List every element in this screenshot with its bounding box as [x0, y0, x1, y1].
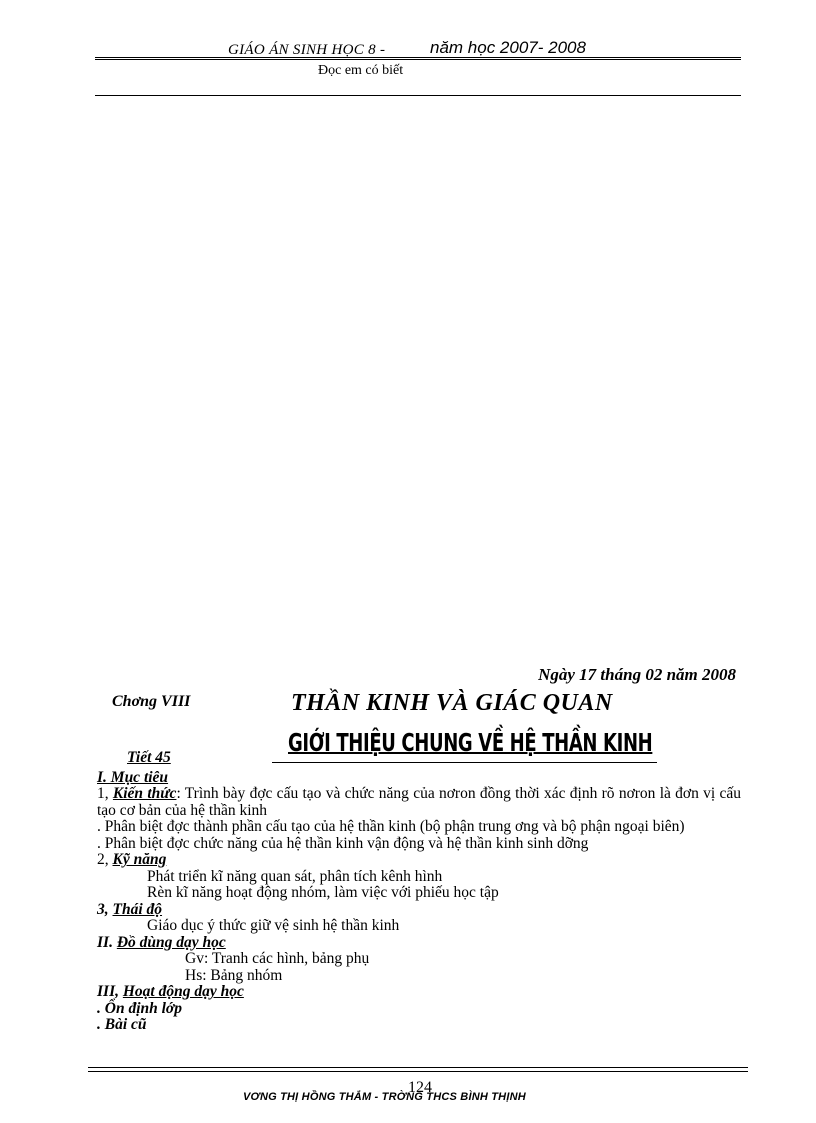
- lesson-title: THẦN KINH VÀ GIÁC QUAN: [291, 690, 613, 716]
- attitude-item-a: Giáo dục ý thức giữ vệ sinh hệ thần kinh: [147, 917, 400, 934]
- attitude-heading: 3, Thái độ: [97, 900, 163, 918]
- activities-item-a: . Ổn định lớp: [97, 999, 182, 1017]
- attitude-label: Thái độ: [112, 900, 163, 918]
- materials-item-b: Hs: Bảng nhóm: [185, 966, 283, 984]
- materials-label: Đồ dùng dạy học: [116, 933, 226, 951]
- header-rule-2: [95, 59, 741, 60]
- lesson-subtitle: GIỚI THIỆU CHUNG VỀ HỆ THẦN KINH: [288, 728, 653, 757]
- skills-heading: 2, Kỹ năng: [97, 851, 167, 868]
- header-left: GIÁO ÁN SINH HỌC 8 -: [228, 42, 386, 58]
- skills-label: Kỹ năng: [112, 851, 167, 868]
- activities-heading: III, Hoạt động dạy học: [97, 984, 741, 1001]
- skills-item-a: Phát triển kĩ năng quan sát, phân tích kênh hình: [147, 867, 443, 885]
- knowledge-item-b: . Phân biệt đợc thành phần cấu tạo của hệ thần kinh (bộ phận trung ơng và bộ phận ngoại biên): [97, 818, 685, 835]
- header-subtitle: Đọc em có biết: [318, 63, 404, 78]
- header-rule: [95, 57, 741, 58]
- footer-rule-2: [88, 1071, 748, 1072]
- skills-item-b: Rèn kĩ năng hoạt động nhóm, làm việc với phiếu học tập: [147, 884, 499, 901]
- footer-rule: [88, 1067, 748, 1068]
- footer-text: VƠNG THỊ HỒNG THẮM - TRỜNG THCS BÌNH THỊNH: [243, 1091, 526, 1103]
- knowledge-item-c: . Phân biệt đợc chức năng của hệ thần kinh vận động và hệ thần kinh sinh dỡng: [97, 834, 589, 852]
- page-number: 124: [408, 1079, 432, 1096]
- materials-heading: II. Đồ dùng dạy học: [97, 933, 226, 951]
- materials-item-a: Gv: Tranh các hình, bảng phụ: [185, 950, 370, 967]
- activities-item-b: . Bài cũ: [97, 1016, 147, 1033]
- period-label: Tiết 45: [127, 749, 171, 766]
- header-right: năm học 2007- 2008: [430, 38, 586, 57]
- knowledge-label: Kiến thức: [112, 785, 177, 802]
- knowledge-paragraph: 1, Kiến thức: Trình bày đợc cấu tạo và chức năng của nơron đồng thời xác định rõ nơron là đơn vị cấu tạo cơ bản của hệ thần kinh: [97, 785, 741, 819]
- section-objectives: I. Mục tiêu: [97, 768, 169, 786]
- lesson-date: Ngày 17 tháng 02 năm 2008: [538, 665, 736, 684]
- chapter-label: Chơng VIII: [112, 693, 191, 710]
- lesson-body: [97, 750, 741, 1034]
- activities-label: Hoạt động dạy học: [122, 983, 244, 1000]
- subtitle-rule: [95, 95, 741, 96]
